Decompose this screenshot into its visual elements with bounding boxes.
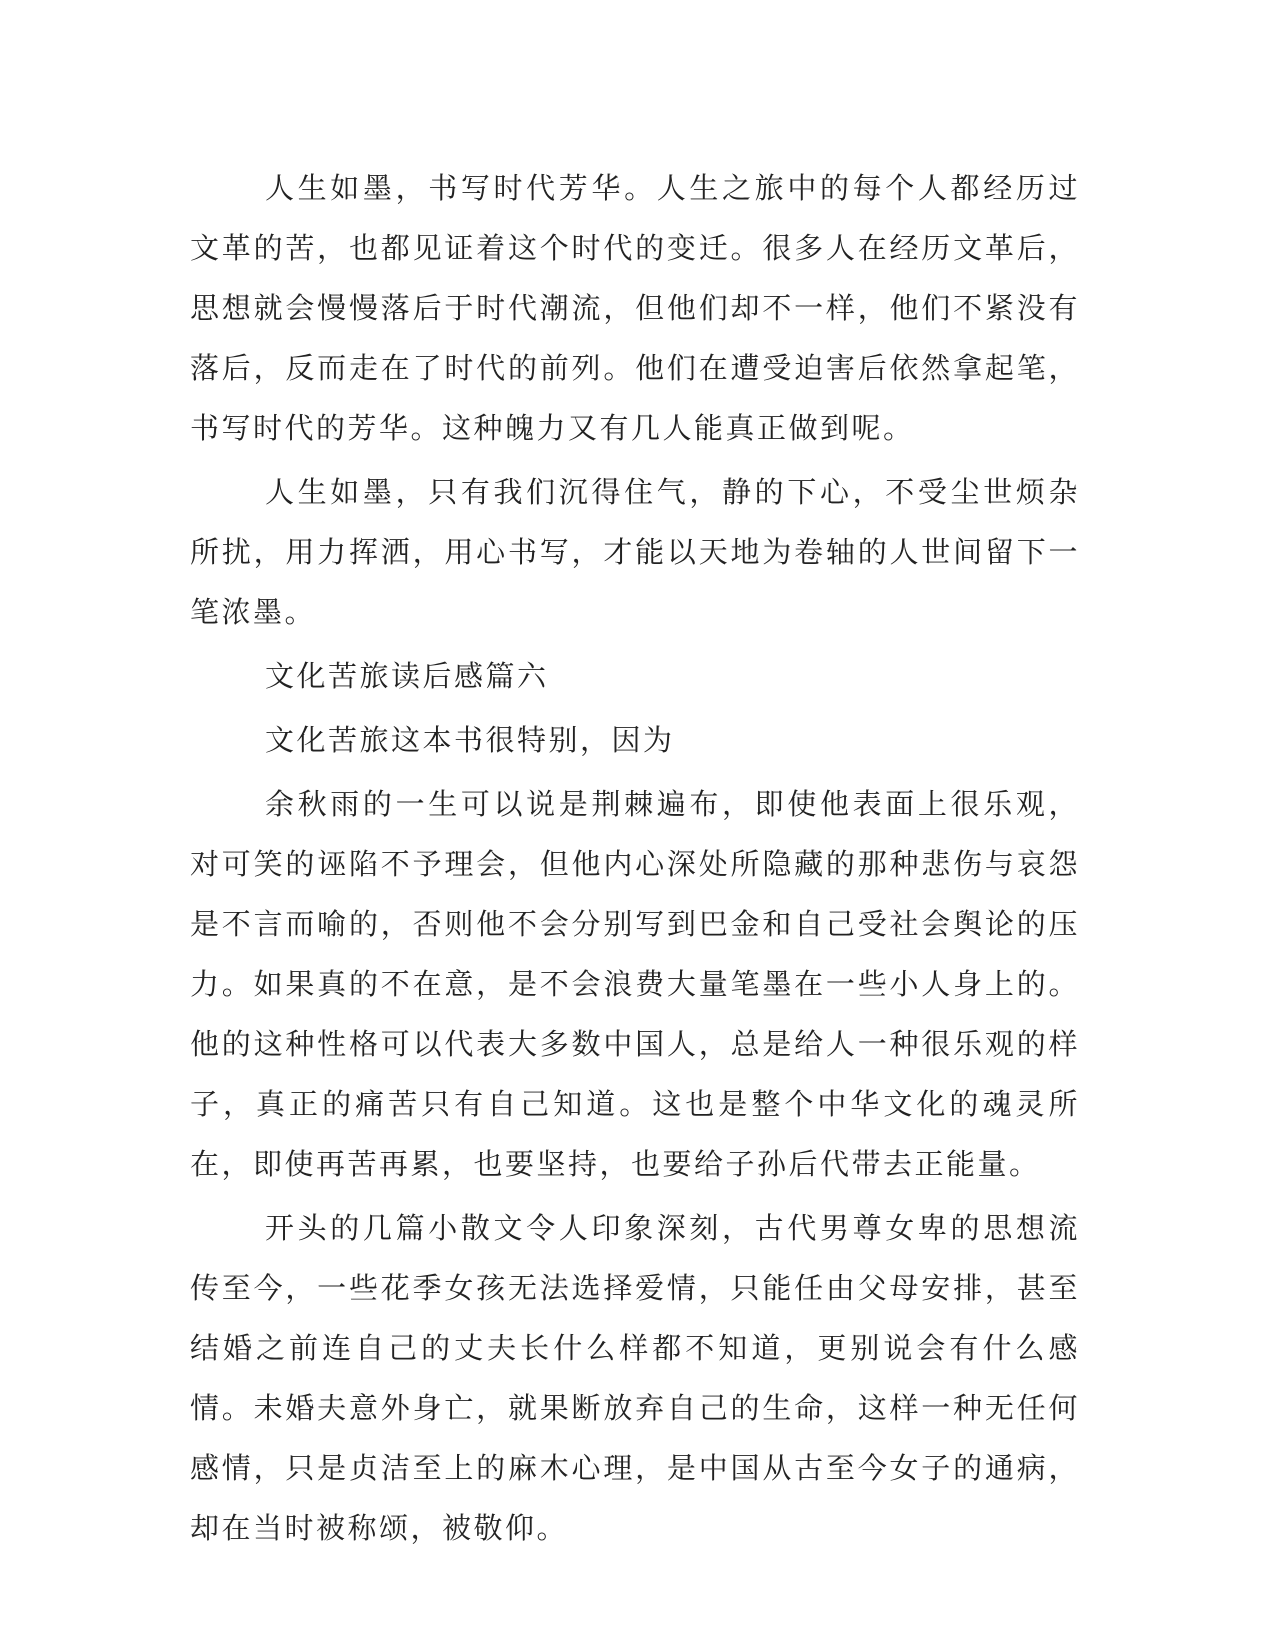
paragraph-1: 人生如墨，书写时代芳华。人生之旅中的每个人都经历过文革的苦，也都见证着这个时代的变迁。很多人在经历文革后，思想就会慢慢落后于时代潮流，但他们却不一样，他们不紧没有落后，反而走在了时代的前列。他们在遭受迫害后依然拿起笔，书写时代的芳华。这种魄力又有几人能真正做到呢。 [190, 171, 1080, 445]
paragraph-intro: 文化苦旅这本书很特别，因为 [265, 723, 675, 757]
paragraph-2: 人生如墨，只有我们沉得住气，静的下心，不受尘世烦杂所扰，用力挥洒，用心书写，才能以天地为卷轴的人世间留下一笔浓墨。 [190, 475, 1080, 629]
paragraph-3: 余秋雨的一生可以说是荆棘遍布，即使他表面上很乐观，对可笑的诬陷不予理会，但他内心深处所隐藏的那种悲伤与哀怨是不言而喻的，否则他不会分别写到巴金和自己受社会舆论的压力。如果真的不在意，是不会浪费大量笔墨在一些小人身上的。他的这种性格可以代表大多数中国人，总是给人一种很乐观的样子，真正的痛苦只有自己知道。这也是整个中华文化的魂灵所在，即使再苦再累，也要坚持，也要给子孙后代带去正能量。 [190, 787, 1080, 1181]
paragraph-4: 开头的几篇小散文令人印象深刻，古代男尊女卑的思想流传至今，一些花季女孩无法选择爱情，只能任由父母安排，甚至结婚之前连自己的丈夫长什么样都不知道，更别说会有什么感情。未婚夫意外身亡，就果断放弃自己的生命，这样一种无任何感情，只是贞洁至上的麻木心理，是中国从古至今女子的通病，却在当时被称颂，被敬仰。 [190, 1211, 1080, 1545]
document-body [190, 158, 1080, 1562]
section-heading: 文化苦旅读后感篇六 [265, 659, 549, 693]
